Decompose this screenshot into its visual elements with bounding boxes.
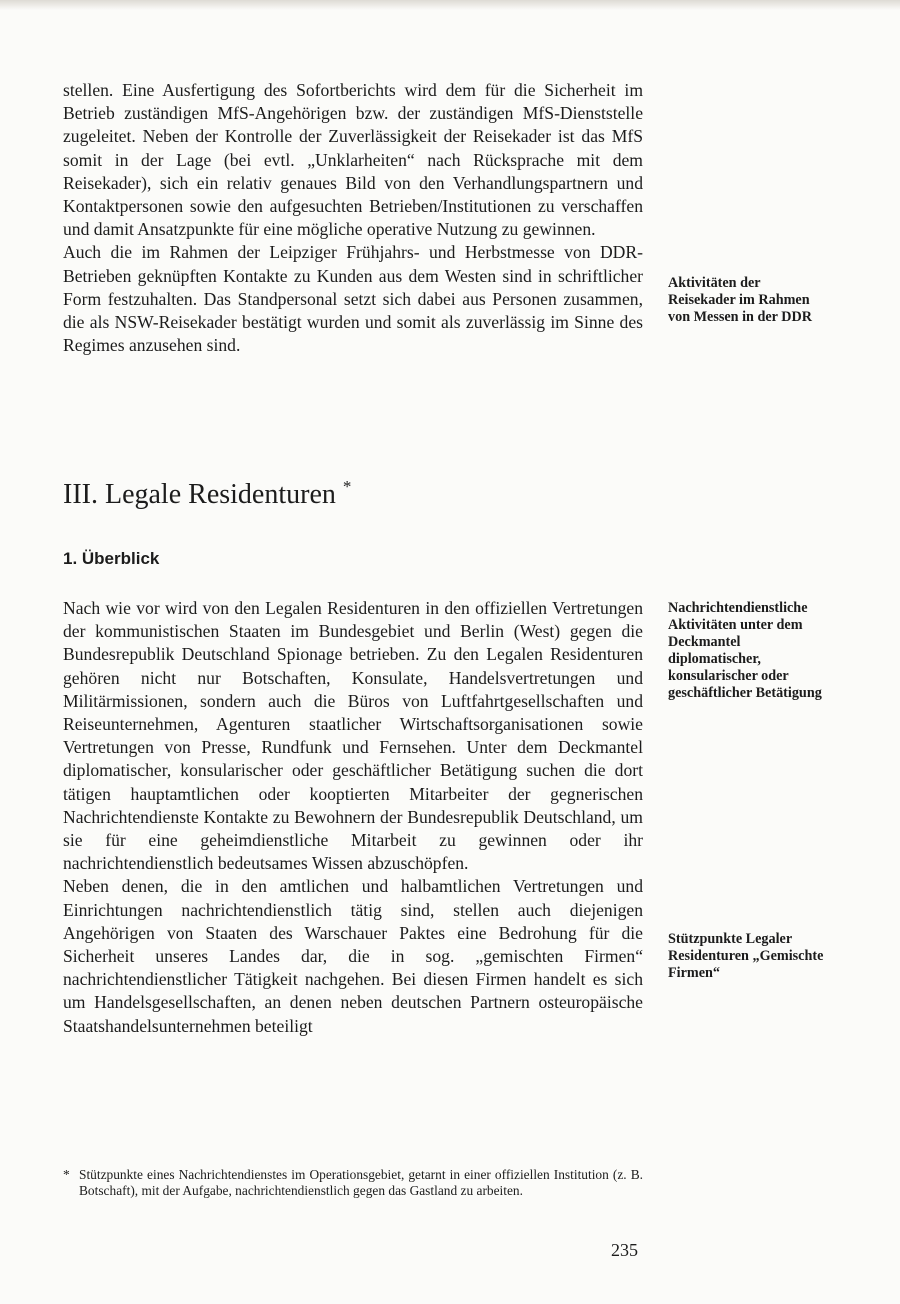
paragraph-messe: Auch die im Rahmen der Leipziger Frühjahrs- und Herbstmesse von DDR-Betrieben geknüpften Kontakte zu Kunden aus dem Westen sind in schriftlicher Form festzuhalten. Das Standpersonal setzt sich dabei aus Personen zusammen, die als NSW-Reisekader bestätigt wurden und somit als zuverlässig im Sinne des Regimes anzusehen sind. <box>63 242 643 356</box>
page-number: 235 <box>611 1240 638 1260</box>
footnote-text: Stützpunkte eines Nachrichtendienstes im Operationsgebiet, getarnt in einer offiziellen Institution (z. B. Botschaft), mit der Aufgabe, nachrichtendienstlich gegen das Gastland zu arbeiten. <box>79 1167 643 1198</box>
chapter-title-text: III. Legale Residenturen <box>63 479 336 510</box>
chapter-footnote-mark: * <box>342 477 352 496</box>
paragraph-ueberblick: Nach wie vor wird von den Legalen Residenturen in den offiziellen Vertretungen der kommunistischen Staaten im Bundesgebiet und Berlin (West) gegen die Bundesrepublik Deutschland Spionage betrieben. Zu den Legalen Residenturen gehören nicht nur Botschaften, Konsulate, Handelsvertretungen und Militärmissionen, sondern auch die Büros von Luftfahrtgesellschaften und Reiseunternehmen, Agenturen staatlicher Wirtschaftsorganisationen sowie Vertretungen von Presse, Rundfunk und Fernsehen. Unter dem Deckmantel diplomatischer, konsularischer oder geschäftlicher Betätigung suchen die dort tätigen hauptamtlichen oder kooptierten Mitarbeiter der gegnerischen Nachrichtendienste Kontakte zu Bewohnern der Bundesrepublik Deutschland, um sie für eine geheimdienstliche Mitarbeit zu gewinnen oder ihr nachrichtendienstlich bedeutsames Wissen abzuschöpfen. <box>63 598 643 874</box>
paragraph-sofortbericht: stellen. Eine Ausfertigung des Sofortberichts wird dem für die Sicherheit im Betrieb zuständigen MfS-Angehörigen bzw. der zuständigen MfS-Dienststelle zugeleitet. Neben der Kontrolle der Zuverlässigkeit der Reisekader ist das MfS somit in der Lage (bei evtl. „Unklarheiten“ nach Rücksprache mit dem Reisekader), sich ein relativ genaues Bild von den Verhandlungspartnern und Kontaktpersonen sowie den aufgesuchten Betrieben/Institutionen zu verschaffen und damit Ansatzpunkte für eine mögliche operative Nutzung zu gewinnen. <box>63 80 643 240</box>
margin-note-gemischte-firmen: Stützpunkte Legaler Residenturen „Gemischte Firmen“ <box>668 931 824 981</box>
scan-edge <box>0 0 900 10</box>
section-title: 1. Überblick <box>63 549 160 568</box>
margin-note-deckmantel: Nachrichtendienstliche Aktivitäten unter dem Deckmantel diplomatischer, konsularischer oder geschäftlicher Betätigung <box>668 600 822 701</box>
chapter-title <box>63 470 351 512</box>
body-text-top <box>63 79 643 357</box>
footnote-mark: * <box>63 1167 70 1182</box>
margin-note-messen: Aktivitäten der Reisekader im Rahmen von Messen in der DDR <box>668 275 812 325</box>
body-text-section <box>63 597 643 1038</box>
paragraph-gemischte-firmen: Neben denen, die in den amtlichen und halbamtlichen Vertretungen und Einrichtungen nachrichtendienstlich tätig sind, stellen auch diejenigen Angehörigen von Staaten des Warschauer Paktes eine Bedrohung für die Sicherheit unseres Landes dar, die in sog. „gemischten Firmen“ nachrichtendienstlicher Tätigkeit nachgehen. Bei diesen Firmen handelt es sich um Handelsgesellschaften, an denen neben deutschen Partnern osteuropäische Staatshandelsunternehmen beteiligt <box>63 876 643 1036</box>
footnote <box>63 1167 643 1198</box>
